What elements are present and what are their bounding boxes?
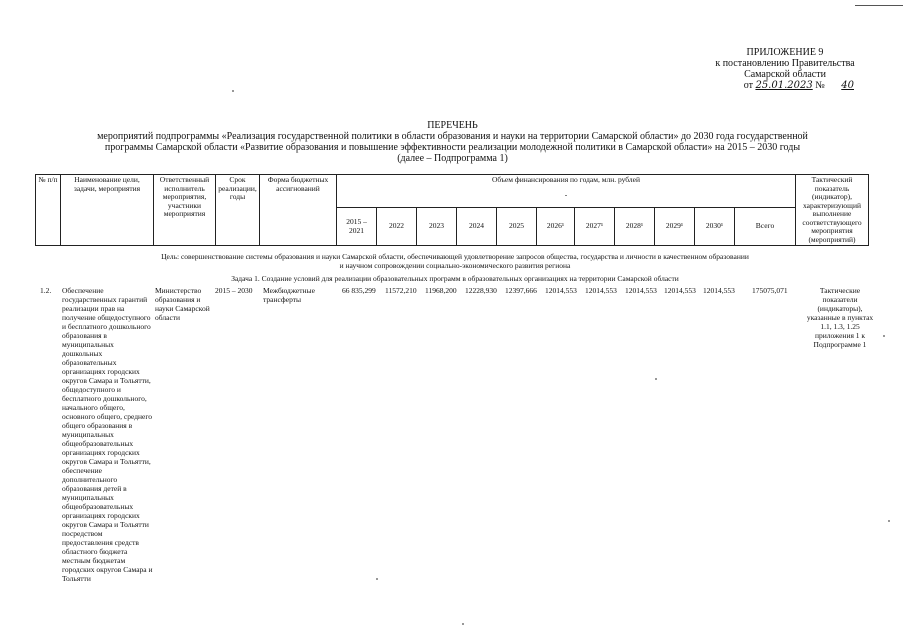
col-num-header: № п/п bbox=[36, 175, 61, 246]
year-header: 2027¹ bbox=[575, 208, 615, 246]
row-value: 11572,210 bbox=[385, 286, 417, 295]
year-header: 2028¹ bbox=[615, 208, 655, 246]
row-number: 1.2. bbox=[40, 286, 52, 295]
goal-text bbox=[95, 252, 815, 270]
row-value: 12397,666 bbox=[505, 286, 537, 295]
year-header: 2024 bbox=[457, 208, 497, 246]
scan-speck bbox=[888, 520, 890, 522]
year-header: 2023 bbox=[417, 208, 457, 246]
appendix-region: Самарской области bbox=[744, 69, 826, 80]
row-value: 12228,930 bbox=[465, 286, 497, 295]
row-value: 66 835,299 bbox=[342, 286, 376, 295]
year-header: 2022 bbox=[377, 208, 417, 246]
appendix-date-line bbox=[690, 80, 880, 91]
row-value: 12014,553 bbox=[664, 286, 696, 295]
appendix-block bbox=[690, 47, 880, 91]
scan-speck bbox=[376, 578, 378, 580]
col-name-header: Наименование цели, задачи, мероприятия bbox=[61, 175, 154, 246]
year-header: 2029¹ bbox=[655, 208, 695, 246]
scan-speck bbox=[883, 335, 885, 337]
number-prefix: № bbox=[815, 80, 825, 91]
date-prefix: от bbox=[743, 80, 753, 91]
year-header: 2015 – 2021 bbox=[337, 208, 377, 246]
col-form-header: Форма бюджетных ассигнований bbox=[260, 175, 337, 246]
year-header: 2030¹ bbox=[695, 208, 735, 246]
row-name: Обеспечение государственных гарантий реализации прав на получение общедоступного и бесплатного дошкольного образования в муниципальных дошкольных образовательных организациях городских округов Самара и Тольятти, общедоступного и бесплатного дошкольного, начального общего, основного общего, среднего общего образования в муниципальных общеобразовательных организациях городских округов Самара и Тольятти, обеспечение дополнительного образования детей в муниципальных общеобразовательных организациях городских округов Самара и Тольятти посредством предоставления средств областного бюджета местным бюджетам городских округов Самара и Тольятти bbox=[62, 286, 153, 583]
row-value: 12014,553 bbox=[585, 286, 617, 295]
scan-speck bbox=[655, 378, 657, 380]
row-responsible: Министерство образования и науки Самарской области bbox=[155, 286, 210, 322]
date-value: 25.01.2023 bbox=[755, 80, 813, 91]
title-line-1: мероприятий подпрограммы «Реализация государственной политики в области образования и науки на территории Самарской области» до 2030 года государственной bbox=[97, 131, 808, 142]
appendix-ref: к постановлению Правительства bbox=[715, 58, 855, 69]
header-table bbox=[35, 174, 869, 246]
number-value: 40 bbox=[841, 80, 854, 91]
goal-line-2: и научном сопровождении социально-экономического развития региона bbox=[339, 261, 571, 270]
finance-title: Объем финансирования по годам, млн. рублей bbox=[491, 175, 641, 184]
row-total: 175075,071 bbox=[752, 286, 788, 295]
top-edge-line bbox=[855, 5, 903, 6]
goal-line-1: Цель: совершенствование системы образования и науки Самарской области, обеспечивающей удовлетворение запросов общества, государства и личности в качественном образовании bbox=[161, 252, 749, 261]
col-indicator-header: Тактический показатель (индикатор), характеризующий выполнение соответствующего мероприятия (мероприятий) bbox=[796, 175, 869, 246]
row-indicator: Тактические показатели (индикаторы), указанные в пунктах 1.1, 1.3, 1.25 приложения 1 к Подпрограмме 1 bbox=[806, 286, 874, 349]
title-line-2: программы Самарской области «Развитие образования и повышение эффективности реализации молодежной политики в Самарской области» на 2015 – 2030 годы bbox=[104, 142, 801, 153]
row-value: 12014,553 bbox=[703, 286, 735, 295]
document-title bbox=[30, 120, 875, 164]
row-form: Межбюджетные трансферты bbox=[263, 286, 315, 304]
col-term-header: Срок реализации, годы bbox=[216, 175, 260, 246]
col-finance-header bbox=[337, 175, 796, 208]
title-heading: ПЕРЕЧЕНЬ bbox=[427, 120, 478, 131]
scan-speck bbox=[232, 90, 234, 92]
year-header: 2025 bbox=[497, 208, 537, 246]
row-term: 2015 – 2030 bbox=[215, 286, 253, 295]
total-header: Всего bbox=[735, 208, 796, 246]
scan-speck bbox=[462, 623, 464, 625]
finance-dash: - bbox=[564, 189, 568, 199]
row-value: 12014,553 bbox=[625, 286, 657, 295]
row-value: 12014,553 bbox=[545, 286, 577, 295]
title-line-3: (далее – Подпрограмма 1) bbox=[397, 153, 508, 164]
year-header: 2026¹ bbox=[537, 208, 575, 246]
row-value: 11968,200 bbox=[425, 286, 457, 295]
appendix-title: ПРИЛОЖЕНИЕ 9 bbox=[746, 47, 824, 58]
col-resp-header: Ответственный исполнитель мероприятия, участники мероприятия bbox=[154, 175, 216, 246]
task-text: Задача 1. Создание условий для реализации образовательных программ в образовательных организациях на территории Самарской области bbox=[231, 274, 679, 283]
